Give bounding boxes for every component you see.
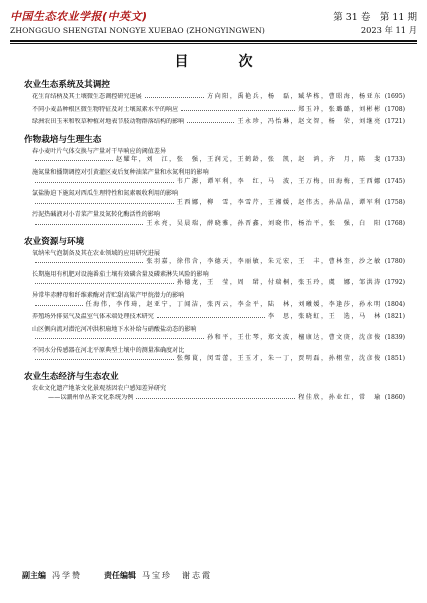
toc-entry[interactable]: [32, 118, 405, 127]
article-authors: 王永珍，冯怡琳，赵文智，杨 荣，刘继亮: [237, 118, 382, 126]
article-authors: 方向阳，禹艳兵，杨 磊，臧华栋，曹昭海，杨亚东: [207, 93, 382, 100]
section-heading: 农业资源与环境: [24, 236, 85, 247]
header-row-top: [10, 8, 417, 24]
dot-leader: [157, 317, 265, 318]
toc-title: 目 次: [174, 54, 271, 70]
journal-name-cn: 中国生态农业学报(中英文): [10, 10, 148, 23]
page-number: (1708): [384, 105, 405, 113]
deputy-editor-name: 冯学赞: [52, 571, 82, 580]
page-number: (1745): [384, 177, 405, 185]
dot-leader: [35, 359, 174, 360]
article-title[interactable]: 异常毕赤酵母和纤维素酶对青贮甜高粱产甲烷潜力的影响: [32, 291, 185, 299]
dot-leader: [35, 203, 174, 204]
journal-header: [10, 8, 417, 38]
dot-leader: [35, 160, 113, 161]
article-title[interactable]: 养殖场外排氨气及温室气体末端处理技术研究: [32, 313, 154, 321]
article-authors: 王西娜，柳 雪，李雪芹，王湘媛，赵伟杰，孙晶晶，谭军利: [176, 198, 382, 206]
table-of-contents: [24, 78, 405, 406]
editor-credits: [22, 570, 234, 581]
article-title[interactable]: 绿洲农田玉米和牧草种植对地表节肢动物群落结构的影响: [32, 118, 185, 126]
toc-entry[interactable]: [32, 271, 405, 288]
article-title[interactable]: 污泥热碱液对小青菜产量及氮转化酶活性的影响: [32, 211, 160, 219]
article-authors: 赵耀年，刘 江，张 强，王润元，王鹤龄，张 凯，赵 鸿，齐 月，陈 斐: [115, 156, 382, 164]
article-authors: 张羽嘉，徐伟含，李德天，李丽敏，朱元宏，王 丰，曹林奎，沙之敏: [146, 258, 382, 266]
article-title[interactable]: 花生育结柄及其土壤微生态调控研究进展: [32, 93, 142, 100]
toc-entry[interactable]: [32, 190, 405, 207]
header-row-bottom: [10, 24, 417, 36]
journal-name-en: ZHONGGUO SHENGTAI NONGYE XUEBAO (ZHONGYINGWEN): [10, 26, 265, 35]
article-title[interactable]: 氧纳米气泡制备及其在农业领域的应用研究进展: [32, 249, 160, 257]
header-rule-thick: [10, 40, 417, 42]
toc-entry[interactable]: [32, 347, 405, 364]
article-authors: 郑玉冲，张璐璐，刘彬彬: [298, 105, 382, 113]
article-title[interactable]: 氯盐胁迫下施氮对西瓜生理特性和氮素吸收利用的影响: [32, 190, 179, 198]
header-rule-thin: [10, 43, 417, 44]
article-authors: 王永亮，吴晨瑞，薛晓雅，孙晋鑫，刘晓伟，杨治平，张 强，白 阳: [146, 219, 382, 227]
article-title[interactable]: 山区侧向流对潜沱河冲洪积扇地下水补给与硝酸盐动态的影响: [32, 325, 197, 333]
article-authors: 任海伟，李伟琦，赵亚宁，丁闻洁，张丙云，李金平，陆 林，刘曦媛，李逢莎，孙永明: [85, 300, 382, 308]
article-authors: 孙和平，王仕琴，郑文波，檀康达，曹文庚，沈彦俊: [207, 334, 382, 342]
toc-entry[interactable]: [32, 385, 405, 402]
dot-leader: [181, 110, 295, 111]
dot-leader: [35, 262, 143, 263]
article-authors: 程佳欣，孙业红，常 瑜: [298, 393, 382, 401]
toc-entry[interactable]: [32, 169, 405, 186]
article-authors: 韦广源，谭军利，李 红，马 波，王万梅，田海梅，王西娜: [176, 177, 382, 185]
responsible-editor-name: 马宝珍 谢志霞: [142, 571, 212, 580]
page-number: (1721): [384, 118, 405, 126]
page-number: (1792): [384, 279, 405, 287]
page-number: (1804): [384, 300, 405, 308]
toc-entry[interactable]: [32, 106, 405, 115]
article-title[interactable]: 不同小麦品种根区微生物特征及对土壤氮素水平的响应: [32, 105, 179, 113]
dot-leader: [187, 122, 234, 123]
dot-leader: [145, 97, 204, 98]
article-authors: 张鄭茛，闵雪蕾，王玉才，朱一丁，贾明磊，孙栩莹，沈彦俊: [176, 355, 382, 363]
page-number: (1695): [384, 93, 405, 100]
page-number: (1851): [384, 355, 405, 363]
toc-entry[interactable]: [32, 148, 405, 165]
section-heading: 农业生态系统及其调控: [24, 80, 110, 90]
deputy-editor-label: 副主编: [22, 570, 46, 580]
section-heading: 作物栽培与生理生态: [24, 134, 102, 145]
article-title[interactable]: 长期施用有机肥对设施番茄土壤有效磷含量及磷素淋失风险的影响: [32, 270, 209, 278]
dot-leader: [35, 305, 83, 306]
issue-date: 2023 年 11 月: [360, 25, 417, 35]
page-number: (1780): [384, 258, 405, 266]
page-number: (1733): [384, 156, 405, 164]
dot-leader: [35, 182, 174, 183]
responsible-editor-label: 责任编辑: [104, 570, 136, 580]
article-authors: 李 思，张晓虹，王 选，马 林: [267, 313, 382, 321]
page-number: (1821): [384, 313, 405, 321]
section-heading: 农业生态经济与生态农业: [24, 372, 119, 383]
page-number: (1758): [384, 198, 405, 206]
toc-entry[interactable]: [32, 250, 405, 267]
toc-entry[interactable]: [32, 326, 405, 343]
dot-leader: [136, 398, 295, 399]
toc-entry[interactable]: [32, 292, 405, 309]
article-title[interactable]: 春小麦叶片气体交换与产量对干旱响应的阈值差异: [32, 147, 167, 155]
page-number: (1860): [384, 393, 405, 401]
dot-leader: [35, 283, 174, 284]
dot-leader: [35, 338, 204, 339]
toc-entry[interactable]: [32, 93, 405, 102]
article-authors: 孙德龙，王 莹，周 珺，付瑞桐，张玉玲，虞 娜，邹洪涛: [176, 279, 382, 287]
page-number: (1768): [384, 219, 405, 227]
article-title[interactable]: 农业文化遗产地茶文化景观基因农户感知差异研究: [32, 385, 167, 393]
toc-entry[interactable]: [32, 313, 405, 322]
page-number: (1839): [384, 334, 405, 342]
volume-issue: 第 31 卷 第 11 期: [333, 12, 417, 23]
article-title[interactable]: 不同水分传感器在河北平原典型土壤中的测量准确度对比: [32, 346, 185, 354]
article-subtitle: ——以潮州单丛茶文化系统为例: [48, 393, 134, 401]
article-title[interactable]: 施氮量和播期调控对引黄灌区麦后复种油菜产量和水氮利用的影响: [32, 168, 209, 176]
toc-entry[interactable]: [32, 211, 405, 228]
dot-leader: [35, 224, 143, 225]
